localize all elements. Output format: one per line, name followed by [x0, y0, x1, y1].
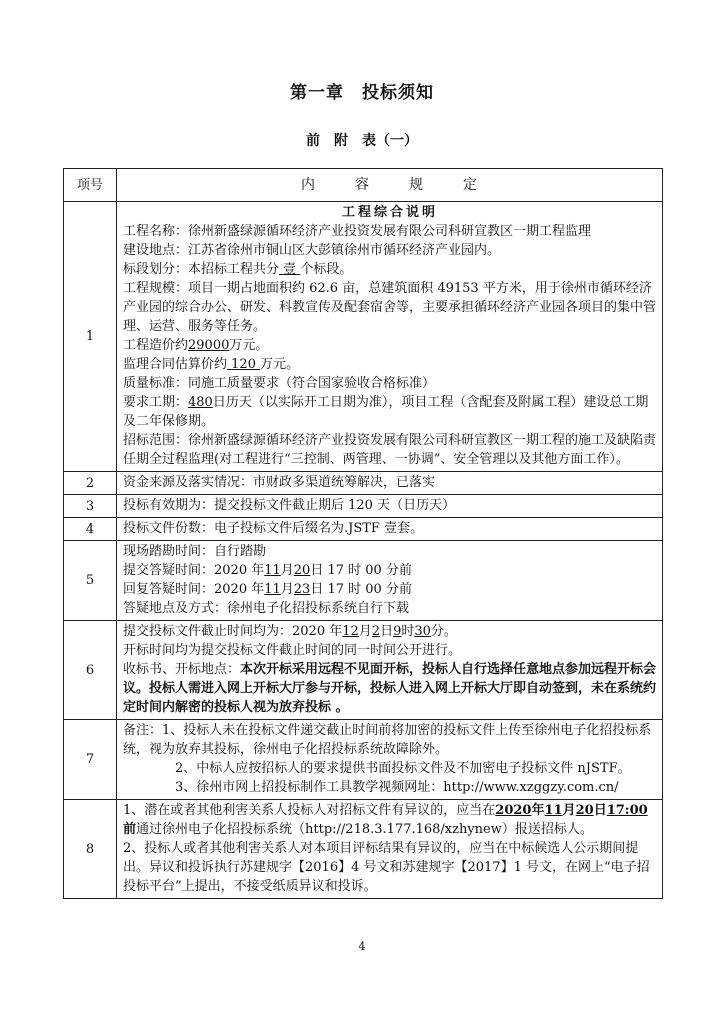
- site-survey: 现场踏勘时间：自行踏勘: [123, 544, 267, 559]
- row-number: 3: [64, 495, 117, 518]
- page-number: 4: [358, 940, 366, 953]
- row-number: 4: [64, 518, 117, 541]
- table-row: [64, 541, 663, 621]
- table-row: [64, 621, 663, 720]
- note-2: 2、中标人应按招标人的要求提供书面投标文件及不加密电子投标文件 nJSTF。: [175, 761, 631, 776]
- note-1: 备注：1、投标人未在投标文件递交截止时间前将加密的投标文件上传至徐州电子化招投标系统，视为放弃其投标，徐州电子化招投标系统故障除外。: [123, 723, 652, 757]
- construction-period: 要求工期：480日历天（以实际开工日期为准），项目工程（含配套及附属工程）建设总工期及二年保修期。: [123, 395, 649, 429]
- supervision-fee: 监理合同估算价约 120 万元。: [123, 357, 300, 372]
- section-division: 标段划分：本招标工程共分 壹 个标段。: [123, 262, 353, 277]
- project-overview-title: 工程综合说明: [341, 205, 438, 220]
- row-content: [117, 720, 663, 800]
- project-cost: 工程造价约29000万元。: [123, 338, 269, 353]
- qa-place: 答疑地点及方式：徐州电子化招投标系统自行下载: [123, 601, 410, 616]
- row-number: 8: [64, 800, 117, 899]
- row-number: 2: [64, 472, 117, 495]
- requirements-table: [63, 168, 663, 899]
- table-header-row: [64, 169, 663, 202]
- answer-deadline: 回复答疑时间：2020 年11月23日 17 时 00 分前: [123, 582, 412, 597]
- table-row: [64, 518, 663, 541]
- bid-validity: 投标有效期为：提交投标文件截止期后 120 天（日历天）: [117, 495, 663, 518]
- chapter-name: 投标须知: [362, 83, 434, 103]
- row-number: 5: [64, 541, 117, 621]
- table-row: [64, 202, 663, 472]
- opening-place: 收标书、开标地点：本次开标采用远程不见面开标，投标人自行选择任意地点参加远程开标会议。投标人需进入网上开标大厅参与开标，投标人进入网上开标大厅即自动签到，未在系统约定时间内解密的投标人视为放弃投标 。: [123, 662, 657, 715]
- question-deadline: 提交答疑时间：2020 年11月20日 17 时 00 分前: [123, 563, 412, 578]
- table-row: [64, 495, 663, 518]
- note-3: 3、徐州市网上招投标制作工具教学视频网址：http://www.xzggzy.com.cn/: [175, 780, 619, 795]
- submission-deadline: 提交投标文件截止时间均为：2020 年12月2日9时30分。: [123, 624, 457, 639]
- table-row: [64, 472, 663, 495]
- chapter-title: [0, 78, 724, 103]
- chapter-number: 第一章: [290, 83, 344, 103]
- row-content: [117, 800, 663, 899]
- bidding-scope: 招标范围：徐州新盛绿源循环经济产业投资发展有限公司科研宣教区一期工程的施工及缺陷责任期全过程监理(对工程进行“三控制、两管理、一协调”、安全管理以及其他方面工作）。: [123, 433, 657, 467]
- row-number: 1: [64, 202, 117, 472]
- header-content: 内容规定: [117, 169, 663, 202]
- project-name: 工程名称：徐州新盛绿源循环经济产业投资发展有限公司科研宣教区一期工程监理: [123, 224, 592, 239]
- row-content: [117, 621, 663, 720]
- opening-time: 开标时间均为提交投标文件截止时间的同一时间公开进行。: [123, 643, 462, 658]
- row-content: [117, 541, 663, 621]
- objection-paragraph-1: 1、潜在或者其他利害关系人投标人对招标文件有异议的，应当在2020年11月20日17:00前通过徐州电子化招投标系统（http://218.3.177.168/xzhynew）报送招标人。: [123, 803, 648, 837]
- bid-copies: 投标文件份数：电子投标文件后缀名为.JSTF 壹套。: [117, 518, 663, 541]
- table-title: 前 附 表（一）: [306, 133, 418, 149]
- row-number: 7: [64, 720, 117, 800]
- quality-standard: 质量标准：同施工质量要求（符合国家验收合格标准）: [123, 376, 436, 391]
- table-row: [64, 720, 663, 800]
- header-item-number: 项号: [64, 169, 117, 202]
- table-row: [64, 800, 663, 899]
- project-location: 建设地点：江苏省徐州市铜山区大彭镇徐州市循环经济产业园内。: [123, 243, 501, 258]
- project-scale: 工程规模：项目一期占地面积约 62.6 亩，总建筑面积 49153 平方米，用于徐州市循环经济产业园的综合办公、研发、科教宣传及配套宿舍等，主要承担循环经济产业园各项目的集中管理、运营、服务等任务。: [123, 281, 657, 334]
- row-number: 6: [64, 621, 117, 720]
- funding-source: 资金来源及落实情况：市财政多渠道统筹解决，已落实: [117, 472, 663, 495]
- objection-paragraph-2: 2、投标人或者其他利害关系人对本项目评标结果有异议的，应当在中标候选人公示期间提出。异议和投诉执行苏建规字【2016】4 号文和苏建规字【2017】1 号文，在网上“电子招投标平台”上提出，不接受纸质异议和投诉。: [123, 841, 650, 894]
- row-content: [117, 202, 663, 472]
